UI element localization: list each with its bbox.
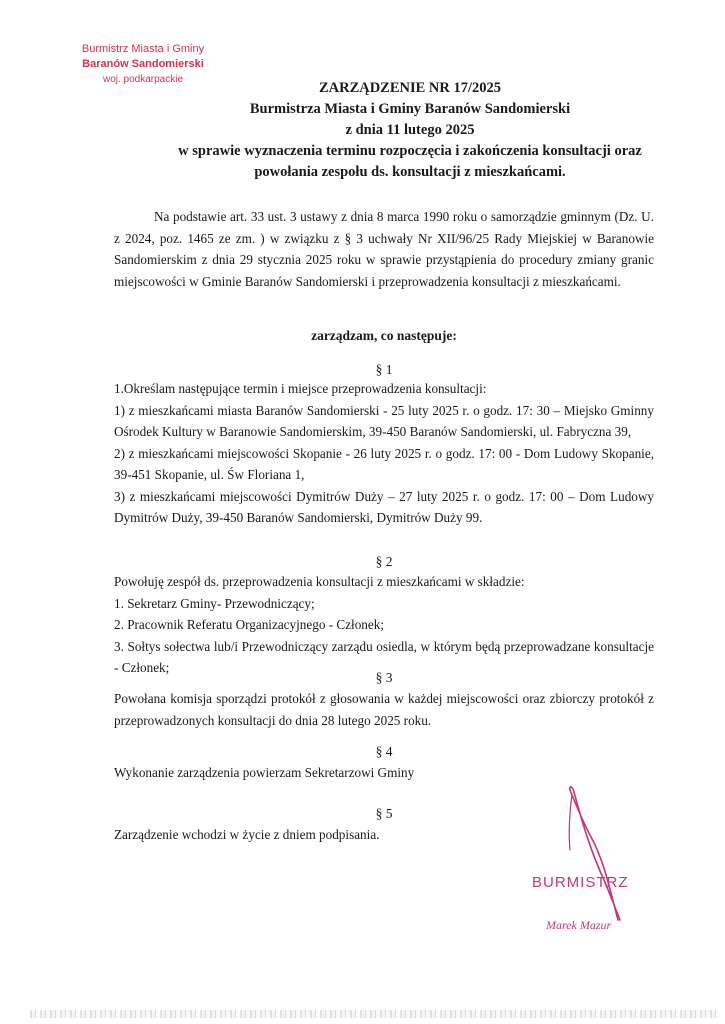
signature-stamp-name: Marek Mazur: [546, 918, 612, 932]
section-1-item-3: 3) z mieszkańcami miejscowości Dymitrów Duży – 27 luty 2025 r. o godz. 17: 00 – Dom Ludowy Dymitrów Duży, 39-450 Baranów Sandomierski, Dymitrów Duży 99.: [114, 488, 654, 525]
document-subject-line-2: powołania zespołu ds. konsultacji z mieszkańcami.: [254, 164, 566, 180]
section-2-item-3: 3. Sołtys sołectwa lub/i Przewodniczący zarządu osiedla, w którym będą przeprowadzane konsultacje - Członek;: [114, 638, 654, 675]
section-5-text: Zarządzenie wchodzi w życie z dniem podpisania.: [114, 827, 380, 842]
section-2-heading: § 2: [375, 554, 393, 569]
signature-stamp-title: BURMISTRZ: [532, 874, 629, 891]
section-1-body: [114, 378, 654, 529]
section-1-heading: § 1: [375, 362, 393, 377]
section-4-heading: § 4: [375, 744, 393, 759]
stamp-line-2: Baranów Sandomierski: [82, 58, 204, 70]
section-3-text: Powołana komisja sporządzi protokół z głosowania w każdej miejscowości oraz zbiorczy protokół z przeprowadzonych konsultacji do dnia 28 lutego 2025 roku.: [114, 691, 654, 728]
section-1-item-1: 1) z mieszkańcami miasta Baranów Sandomierski - 25 luty 2025 r. o godz. 17: 30 – Miejsko Gminny Ośrodek Kultury w Baranowie Sandomierskim, 39-450 Baranów Sandomierski, ul. Fabryczna 39,: [114, 402, 654, 439]
document-heading: [110, 78, 710, 183]
handwritten-signature: [560, 780, 650, 930]
document-issuer: Burmistrza Miasta i Gminy Baranów Sandomierski: [249, 101, 571, 117]
section-2-intro: Powołuję zespół ds. przeprowadzenia konsultacji z mieszkańcami w składzie:: [114, 574, 525, 589]
section-2-body: [114, 571, 654, 679]
stamp-line-3: woj. podkarpackie: [102, 74, 184, 85]
section-4-text: Wykonanie zarządzenia powierzam Sekretarzowi Gminy: [114, 765, 415, 780]
section-2-item-2: 2. Pracownik Referatu Organizacyjnego - Członek;: [114, 617, 385, 632]
decree-line: zarządzam, co następuje:: [311, 328, 457, 343]
document-title: ZARZĄDZENIE NR 17/2025: [318, 80, 502, 96]
document-subject-line-1: w sprawie wyznaczenia terminu rozpoczęcia i zakończenia konsultacji oraz: [178, 143, 642, 159]
stamp-line-1: Burmistrz Miasta i Gminy: [81, 43, 205, 55]
section-2-item-1: 1. Sekretarz Gminy- Przewodniczący;: [114, 595, 315, 611]
preamble-paragraph: Na podstawie art. 33 ust. 3 ustawy z dnia 8 marca 1990 roku o samorządzie gminnym (Dz. U. z 2024, poz. 1465 ze zm. ) w związku z § 3 uchwały Nr XII/96/25 Rady Miejskiej w Baranowie Sandomierskim z dnia 29 stycznia 2025 roku w sprawie przystąpienia do procedury zmiany granic miejscowości w Gminie Baranów Sandomierski i przeprowadzenia konsultacji z mieszkańcami.: [114, 209, 654, 289]
document-date: z dnia 11 lutego 2025: [345, 122, 475, 138]
scan-edge-artifact: [30, 1010, 720, 1018]
section-1-item-2: 2) z mieszkańcami miejscowości Skopanie - 26 luty 2025 r. o godz. 17: 00 - Dom Ludowy Skopanie, 39-451 Skopanie, ul. Św Floriana 1,: [114, 445, 654, 482]
section-3-heading: § 3: [375, 670, 393, 685]
section-1-intro: 1.Określam następujące termin i miejsce przeprowadzenia konsultacji:: [114, 381, 487, 396]
section-5-heading: § 5: [375, 806, 393, 821]
